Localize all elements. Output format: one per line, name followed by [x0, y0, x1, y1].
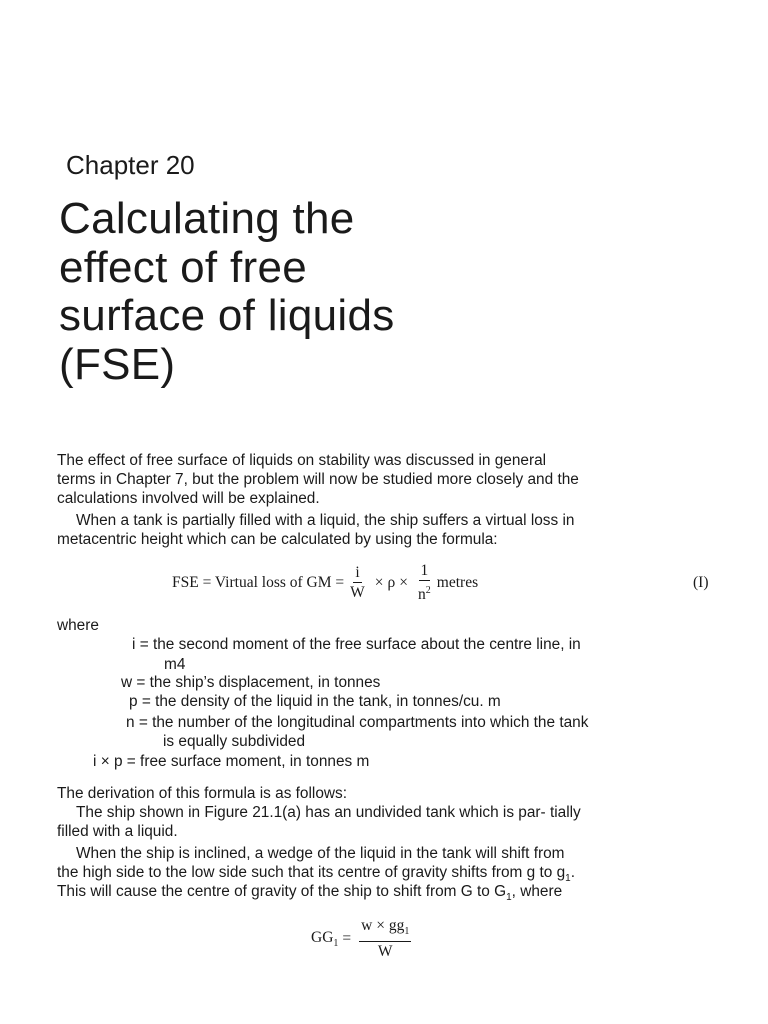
formula-lhs: $GG_1$	[311, 928, 339, 949]
fraction-one-over-n-squared	[416, 562, 433, 603]
definition-ixp: i × p = free surface moment, in tonnes m	[93, 753, 370, 770]
formula-unit: metres	[436, 573, 479, 591]
fraction-shift	[359, 917, 411, 960]
subscript: 1	[506, 892, 512, 904]
intro-line: metacentric height which can be calculated by using the formula:	[57, 531, 498, 548]
times-sign: ×	[399, 573, 409, 591]
fraction-denominator: W	[377, 943, 393, 961]
where-label: where	[57, 617, 99, 634]
definition-w: w = the ship’s displacement, in tonnes	[121, 674, 381, 691]
equation-number: (I)	[693, 574, 709, 591]
fraction-numerator: i	[355, 564, 360, 582]
derivation-line: The derivation of this formula is as follows:	[57, 785, 347, 802]
subscript: 1	[565, 873, 571, 885]
definition-i: i = the second moment of the free surface about the centre line, in	[132, 636, 581, 653]
title-line: (FSE)	[59, 339, 176, 389]
fraction-numerator: $w \times gg_1$	[359, 917, 411, 942]
fraction-numerator: 1	[420, 562, 429, 579]
rho-symbol: ρ	[387, 573, 396, 591]
gg1-formula	[311, 917, 415, 960]
fraction-i-over-w	[348, 564, 367, 601]
equals-sign: =	[342, 929, 352, 947]
intro-line: The effect of free surface of liquids on stability was discussed in general	[57, 452, 547, 469]
chapter-label: Chapter 20	[66, 150, 195, 180]
intro-line: terms in Chapter 7, but the problem will now be studied more closely and the	[57, 471, 579, 488]
definition-p: p = the density of the liquid in the tank, in tonnes/cu. m	[129, 693, 501, 710]
derivation-line: The ship shown in Figure 21.1(a) has an undivided tank which is par- tially	[76, 804, 581, 821]
title-line: Calculating the	[59, 194, 355, 243]
intro-line: calculations involved will be explained.	[57, 490, 320, 507]
times-sign: ×	[374, 573, 384, 591]
formula-lhs: FSE = Virtual loss of GM =	[172, 573, 345, 591]
derivation-line: filled with a liquid.	[57, 823, 178, 840]
chapter-title	[59, 195, 395, 389]
definition-i-unit: m4	[164, 656, 186, 673]
fraction-denominator: $n^2$	[418, 585, 431, 604]
derivation-line: When the ship is inclined, a wedge of the liquid in the tank will shift from	[76, 845, 565, 862]
definition-n: n = the number of the longitudinal compartments into which the tank	[126, 714, 589, 731]
derivation-line: This will cause the centre of gravity of the ship to shift from G to $G_1$, where	[57, 883, 563, 904]
intro-line: When a tank is partially filled with a liquid, the ship suffers a virtual loss in	[76, 512, 575, 529]
title-line: effect of free	[59, 242, 307, 292]
derivation-line: the high side to the low side such that its centre of gravity shifts from g to $g_1$.	[57, 864, 575, 885]
definition-n-cont: is equally subdivided	[163, 733, 306, 750]
exponent: 2	[425, 585, 431, 596]
title-line: surface of liquids	[59, 291, 395, 340]
fse-formula	[172, 562, 478, 603]
fraction-denominator: W	[350, 584, 365, 602]
